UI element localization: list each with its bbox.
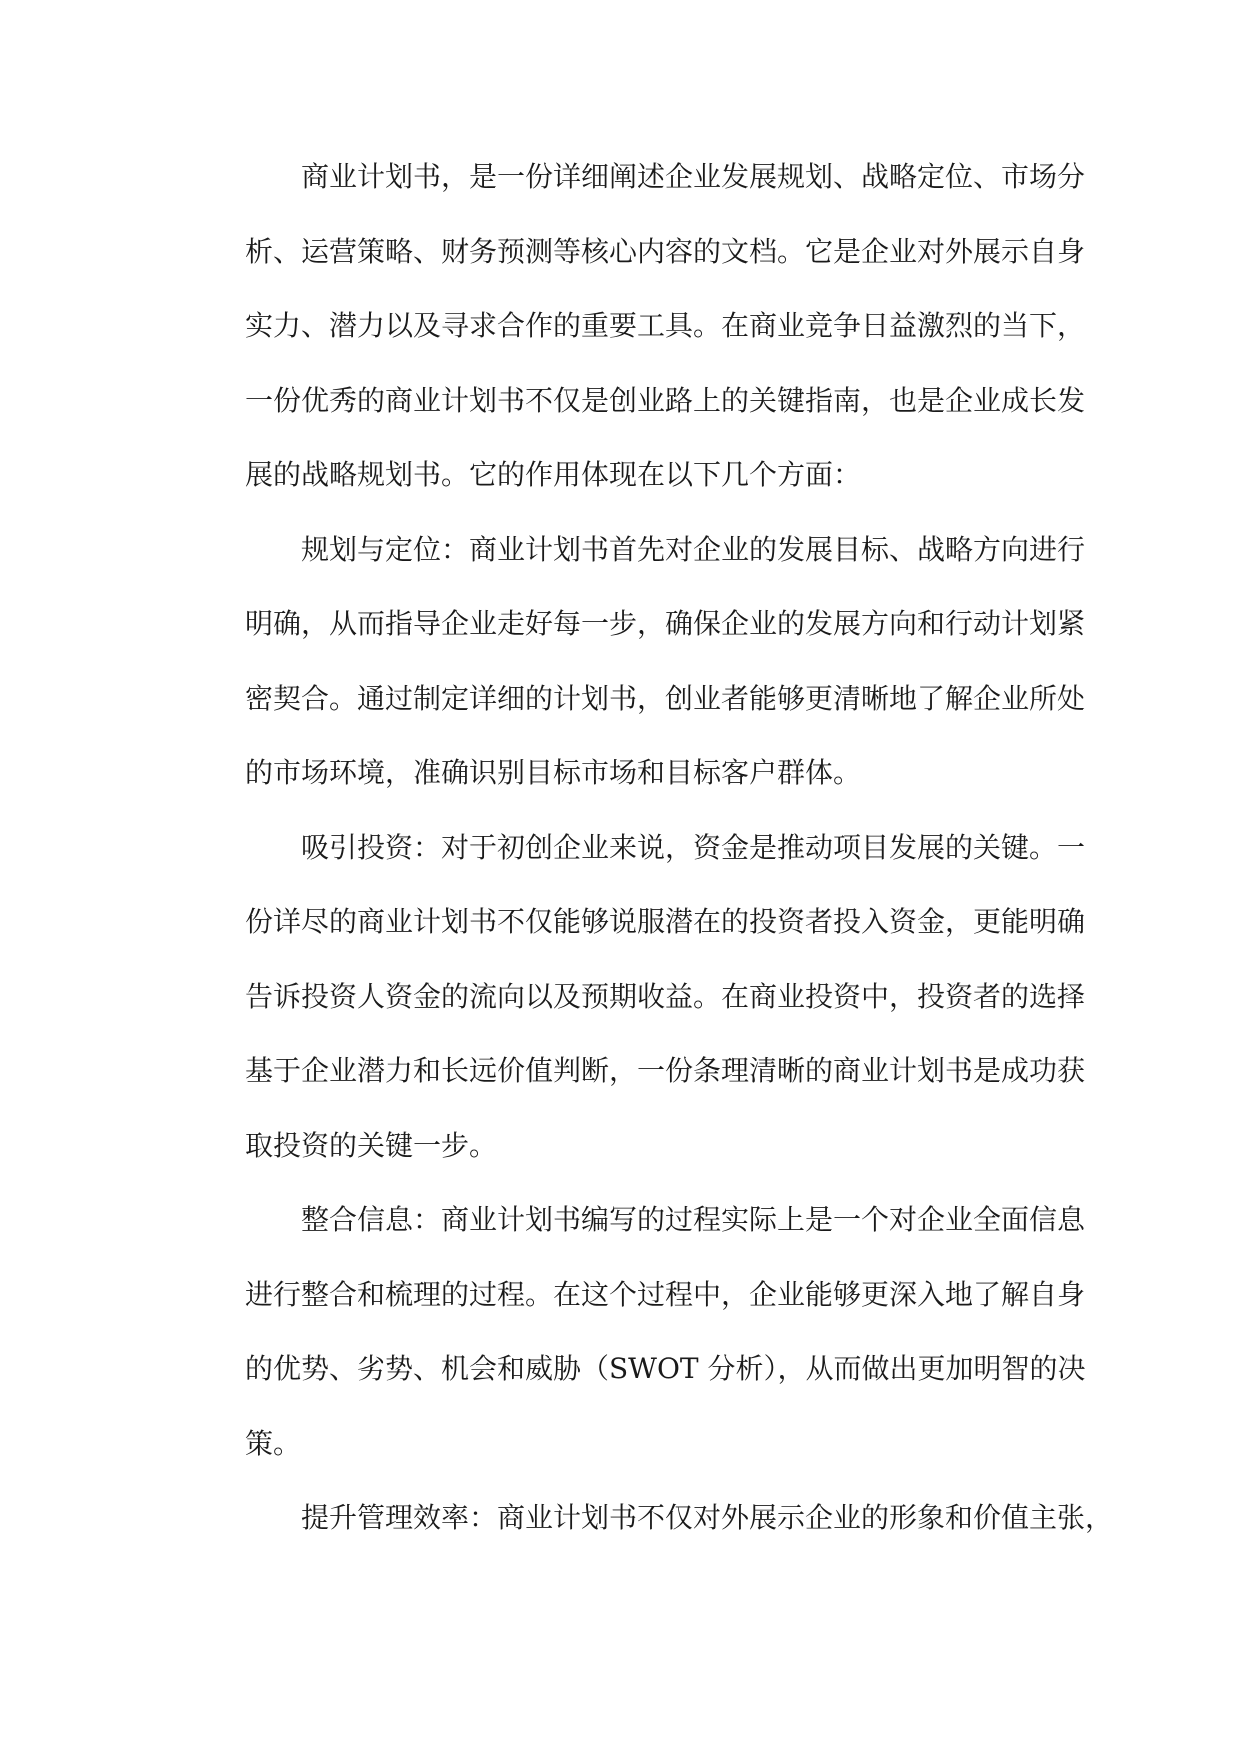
paragraph-planning: [189, 513, 1086, 811]
text-line: 明确，从而指导企业走好每一步，确保企业的发展方向和行动计划紧: [245, 607, 1086, 640]
paragraph-investment: [189, 811, 1086, 1184]
text-line: 吸引投资：对于初创企业来说，资金是推动项目发展的关键。一: [301, 830, 1086, 864]
text-line: 密契合。通过制定详细的计划书，创业者能够更清晰地了解企业所处: [245, 681, 1086, 715]
text-line: 进行整合和梳理的过程。在这个过程中，企业能够更深入地了解自身: [245, 1277, 1086, 1311]
text-line: 展的战略规划书。它的作用体现在以下几个方面：: [245, 458, 862, 491]
text-line: 一份优秀的商业计划书不仅是创业路上的关键指南，也是企业成长发: [245, 383, 1086, 417]
document-page: [189, 140, 1114, 1556]
paragraph-integration: [189, 1183, 1086, 1481]
text-line: 析、运营策略、财务预测等核心内容的文档。它是企业对外展示自身: [245, 234, 1086, 268]
text-line: 基于企业潜力和长远价值判断，一份条理清晰的商业计划书是成功获: [245, 1054, 1086, 1087]
text-line: 整合信息：商业计划书编写的过程实际上是一个对企业全面信息: [301, 1203, 1086, 1236]
text-line: 实力、潜力以及寻求合作的重要工具。在商业竞争日益激烈的当下，: [245, 309, 1086, 342]
text-line: 的优势、劣势、机会和威胁（SWOT 分析），从而做出更加明智的决: [245, 1352, 1086, 1385]
text-line: 的市场环境，准确识别目标市场和目标客户群体。: [245, 756, 862, 789]
paragraph-intro: [189, 140, 1086, 513]
text-line: 份详尽的商业计划书不仅能够说服潜在的投资者投入资金，更能明确: [245, 905, 1086, 938]
text-line: 规划与定位：商业计划书首先对企业的发展目标、战略方向进行: [301, 532, 1086, 566]
text-line: 告诉投资人资金的流向以及预期收益。在商业投资中，投资者的选择: [245, 979, 1086, 1013]
text-line: 商业计划书，是一份详细阐述企业发展规划、战略定位、市场分: [301, 160, 1086, 193]
text-line: 策。: [245, 1426, 302, 1460]
text-line: 提升管理效率：商业计划书不仅对外展示企业的形象和价值主张，: [301, 1501, 1114, 1534]
paragraph-management: [189, 1481, 1114, 1556]
text-line: 取投资的关键一步。: [245, 1128, 498, 1162]
